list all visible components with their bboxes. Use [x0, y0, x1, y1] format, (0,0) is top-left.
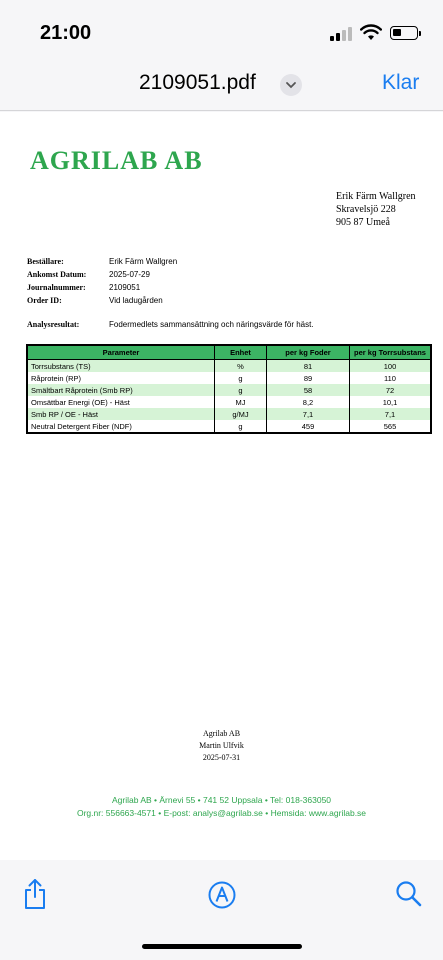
meta-value: 2025-07-29: [109, 270, 150, 279]
param-cell: Torrsubstans (TS): [27, 360, 215, 373]
per-kg-dm-cell: 7,1: [350, 408, 432, 420]
per-kg-feed-cell: 58: [267, 384, 350, 396]
table-row: [27, 420, 431, 433]
param-cell: Smb RP / OE - Häst: [27, 408, 215, 420]
footer-contact: Org.nr: 556663-4571 • E-post: analys@agrilab.se • Hemsida: www.agrilab.se: [76, 808, 367, 818]
per-kg-feed-cell: 7,1: [267, 408, 350, 420]
results-table: [26, 344, 432, 434]
document-title[interactable]: 2109051.pdf: [139, 71, 256, 94]
signature-block: [0, 728, 443, 764]
table-row: [27, 372, 431, 384]
battery-icon: [390, 26, 418, 40]
meta-label: Order ID:: [27, 296, 62, 305]
footer-address: Agrilab AB • Ärnevi 55 • 741 52 Uppsala • Tel: 018-363050: [111, 795, 332, 805]
per-kg-dm-cell: 10,1: [350, 396, 432, 408]
per-kg-dm-cell: 72: [350, 384, 432, 396]
markup-icon[interactable]: [207, 880, 237, 910]
param-cell: Omsättbar Energi (OE) - Häst: [27, 396, 215, 408]
unit-cell: g: [215, 384, 267, 396]
param-cell: Smältbart Råprotein (Smb RP): [27, 384, 215, 396]
chevron-down-icon[interactable]: [280, 74, 302, 96]
company-footer: [0, 794, 443, 820]
recipient-city: 905 87 Umeå: [336, 217, 390, 228]
meta-value: Vid ladugården: [109, 296, 163, 305]
meta-value: Erik Färm Wallgren: [109, 257, 178, 266]
param-cell: Råprotein (RP): [27, 372, 215, 384]
recipient-address: [336, 190, 416, 229]
signature-date: 2025-07-31: [202, 753, 241, 762]
meta-label: Journalnummer:: [27, 283, 86, 292]
column-header: Enhet: [215, 345, 267, 360]
company-logo: AGRILAB AB: [30, 146, 203, 175]
pdf-page[interactable]: [0, 112, 443, 860]
status-time: 21:00: [40, 22, 92, 44]
recipient-street: Skravelsjö 228: [336, 204, 396, 215]
per-kg-dm-cell: 565: [350, 420, 432, 433]
unit-cell: g: [215, 420, 267, 433]
unit-cell: g/MJ: [215, 408, 267, 420]
unit-cell: g: [215, 372, 267, 384]
table-row: [27, 408, 431, 420]
analysis-label: Analysresultat:: [27, 320, 80, 329]
meta-label: Beställare:: [27, 257, 64, 266]
signature-name: Martin Ulfvik: [199, 741, 244, 750]
navigation-bar: [0, 60, 443, 111]
recipient-name: Erik Färm Wallgren: [336, 191, 416, 202]
signature-company: Agrilab AB: [202, 729, 241, 738]
done-button[interactable]: Klar: [382, 71, 420, 94]
table-row: [27, 360, 431, 373]
per-kg-feed-cell: 8,2: [267, 396, 350, 408]
wifi-icon: [360, 24, 382, 42]
column-header: Parameter: [27, 345, 215, 360]
home-indicator[interactable]: [142, 944, 302, 949]
cellular-signal-icon: [330, 27, 356, 41]
per-kg-feed-cell: 459: [267, 420, 350, 433]
analysis-description: Fodermedlets sammansättning och näringsvärde för häst.: [109, 320, 314, 329]
column-header: per kg Foder: [267, 345, 350, 360]
column-header: per kg Torrsubstans: [350, 345, 432, 360]
per-kg-feed-cell: 89: [267, 372, 350, 384]
unit-cell: MJ: [215, 396, 267, 408]
share-icon[interactable]: [22, 878, 48, 910]
analysis-result: [27, 320, 314, 329]
table-row: [27, 384, 431, 396]
meta-label: Ankomst Datum:: [27, 270, 87, 279]
status-bar: [0, 0, 443, 56]
per-kg-dm-cell: 100: [350, 360, 432, 373]
unit-cell: %: [215, 360, 267, 373]
search-icon[interactable]: [395, 880, 423, 910]
table-header-row: [27, 345, 431, 360]
param-cell: Neutral Detergent Fiber (NDF): [27, 420, 215, 433]
per-kg-feed-cell: 81: [267, 360, 350, 373]
meta-value: 2109051: [109, 283, 141, 292]
table-row: [27, 396, 431, 408]
per-kg-dm-cell: 110: [350, 372, 432, 384]
